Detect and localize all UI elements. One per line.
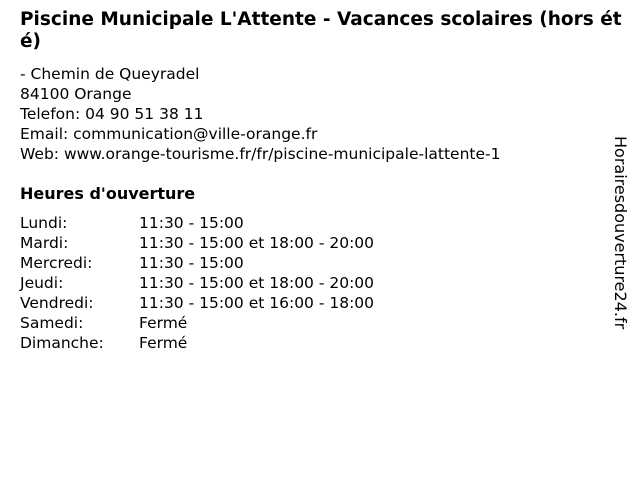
time-value: Fermé	[139, 314, 188, 332]
time-value: 11:30 - 15:00 et 18:00 - 20:00	[139, 234, 375, 252]
address-block	[20, 64, 500, 164]
day-label: Mardi:	[20, 234, 69, 252]
time-value: 11:30 - 15:00 et 16:00 - 18:00	[139, 294, 375, 312]
hours-heading: Heures d'ouverture	[20, 184, 196, 203]
website-address: Web: www.orange-tourisme.fr/fr/piscine-municipale-lattente-1	[20, 145, 501, 163]
phone-number: Telefon: 04 90 51 38 11	[20, 105, 204, 123]
day-label: Jeudi:	[20, 274, 64, 292]
email-address: Email: communication@ville-orange.fr	[20, 125, 318, 143]
day-label: Samedi:	[20, 314, 84, 332]
day-label: Dimanche:	[20, 334, 104, 352]
day-label: Lundi:	[20, 214, 68, 232]
day-label: Mercredi:	[20, 254, 93, 272]
time-value: 11:30 - 15:00 et 18:00 - 20:00	[139, 274, 375, 292]
city-address: 84100 Orange	[20, 85, 132, 103]
time-value: Fermé	[139, 334, 188, 352]
street-address: - Chemin de Queyradel	[20, 65, 200, 83]
page-title: Piscine Municipale L'Attente - Vacances scolaires (hors été)	[20, 9, 622, 52]
time-value: 11:30 - 15:00	[139, 254, 244, 272]
time-value: 11:30 - 15:00	[139, 214, 244, 232]
day-label: Vendredi:	[20, 294, 94, 312]
site-watermark: Horairesdouverture24.fr	[611, 136, 630, 330]
